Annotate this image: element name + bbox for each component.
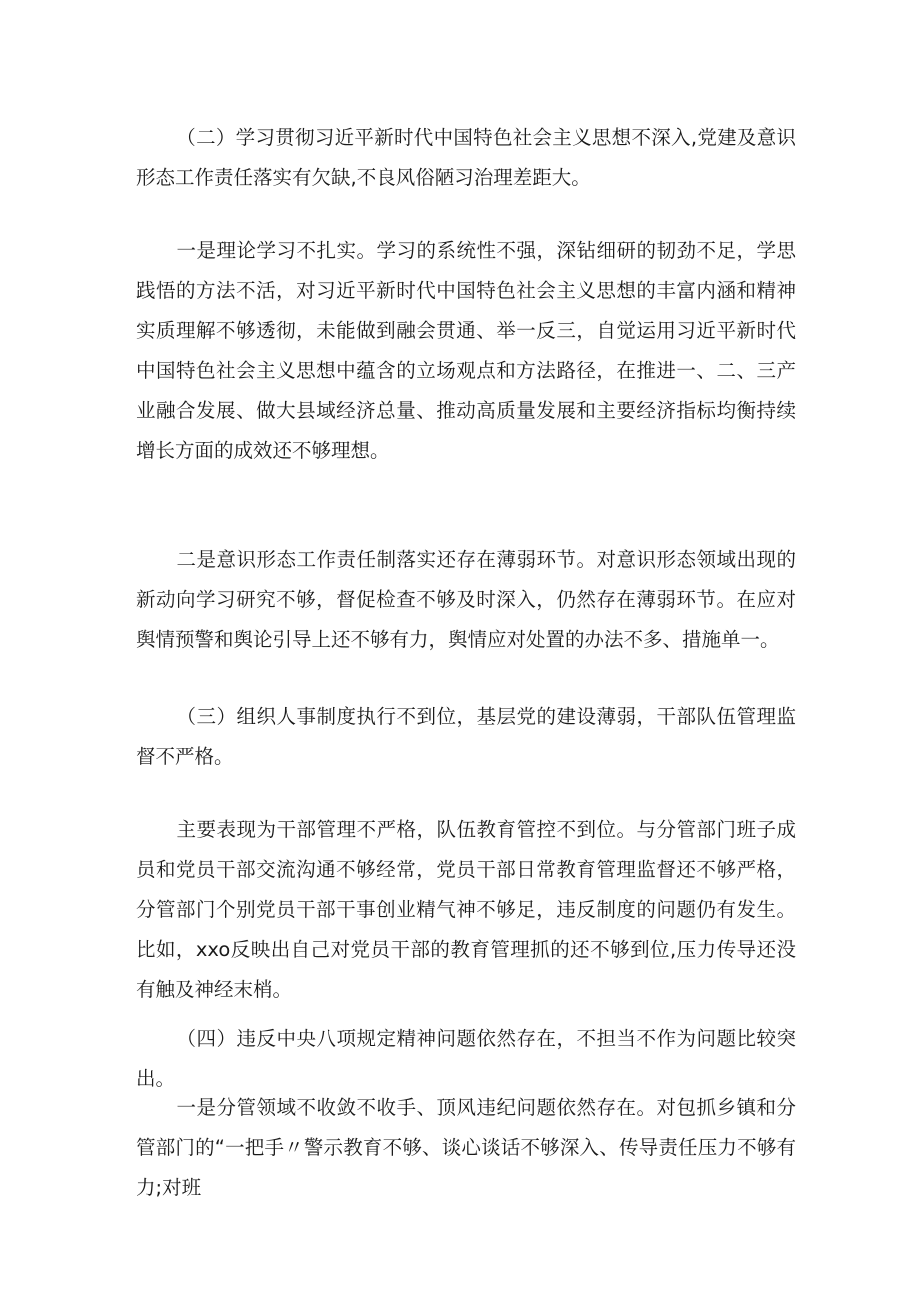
paragraph-heading-4	[136, 1019, 796, 1099]
paragraph-text: 二是意识形态工作责任制落实还存在薄弱环节。对意识形态领域出现的新动向学习研究不够，督促检查不够及时深入，仍然存在薄弱环节。在应对舆情预警和舆论引导上还不够有力，舆情应对处置的办法不多、措施单一。	[136, 548, 796, 651]
paragraph-ideology-work	[136, 540, 796, 660]
paragraph-text: 主要表现为干部管理不严格，队伍教育管控不到位。与分管部门班子成员和党员干部交流沟通不够经常，党员干部日常教育管理监督还不够严格，分管部门个别党员干部干事创业精气神不够足，违反制度的问题仍有发生。比如，xxo反映出自己对党员干部的教育管理抓的还不够到位,压力传导还没有触及神经末梢。	[136, 818, 796, 1001]
paragraph-text: 一是理论学习不扎实。学习的系统性不强，深钻细研的韧劲不足，学思践悟的方法不活，对习近平新时代中国特色社会主义思想的丰富内涵和精神实质理解不够透彻，未能做到融会贯通、举一反三，自觉运用习近平新时代中国特色社会主义思想中蕴含的立场观点和方法路径，在推进一、二、三产业融合发展、做大县域经济总量、推动高质量发展和主要经济指标均衡持续增长方面的成效还不够理想。	[136, 239, 796, 462]
paragraph-text: （二）学习贯彻习近平新时代中国特色社会主义思想不深入,党建及意识形态工作责任落实有欠缺,不良风俗陋习治理差距大。	[136, 126, 796, 189]
paragraph-theory-study	[136, 231, 796, 471]
paragraph-text: （四）违反中央八项规定精神问题依然存在，不担当不作为问题比较突出。	[136, 1027, 796, 1090]
paragraph-text: 一是分管领域不收敛不收手、顶风违纪问题依然存在。对包抓乡镇和分管部门的“一把手〃警示教育不够、谈心谈话不够深入、传导责任压力不够有力;对班	[136, 1096, 796, 1199]
paragraph-heading-2	[136, 118, 796, 198]
paragraph-discipline-issues	[136, 1088, 796, 1208]
paragraph-heading-3	[136, 697, 796, 777]
paragraph-cadre-management	[136, 810, 796, 1010]
paragraph-text: （三）组织人事制度执行不到位，基层党的建设薄弱，干部队伍管理监督不严格。	[136, 705, 796, 768]
